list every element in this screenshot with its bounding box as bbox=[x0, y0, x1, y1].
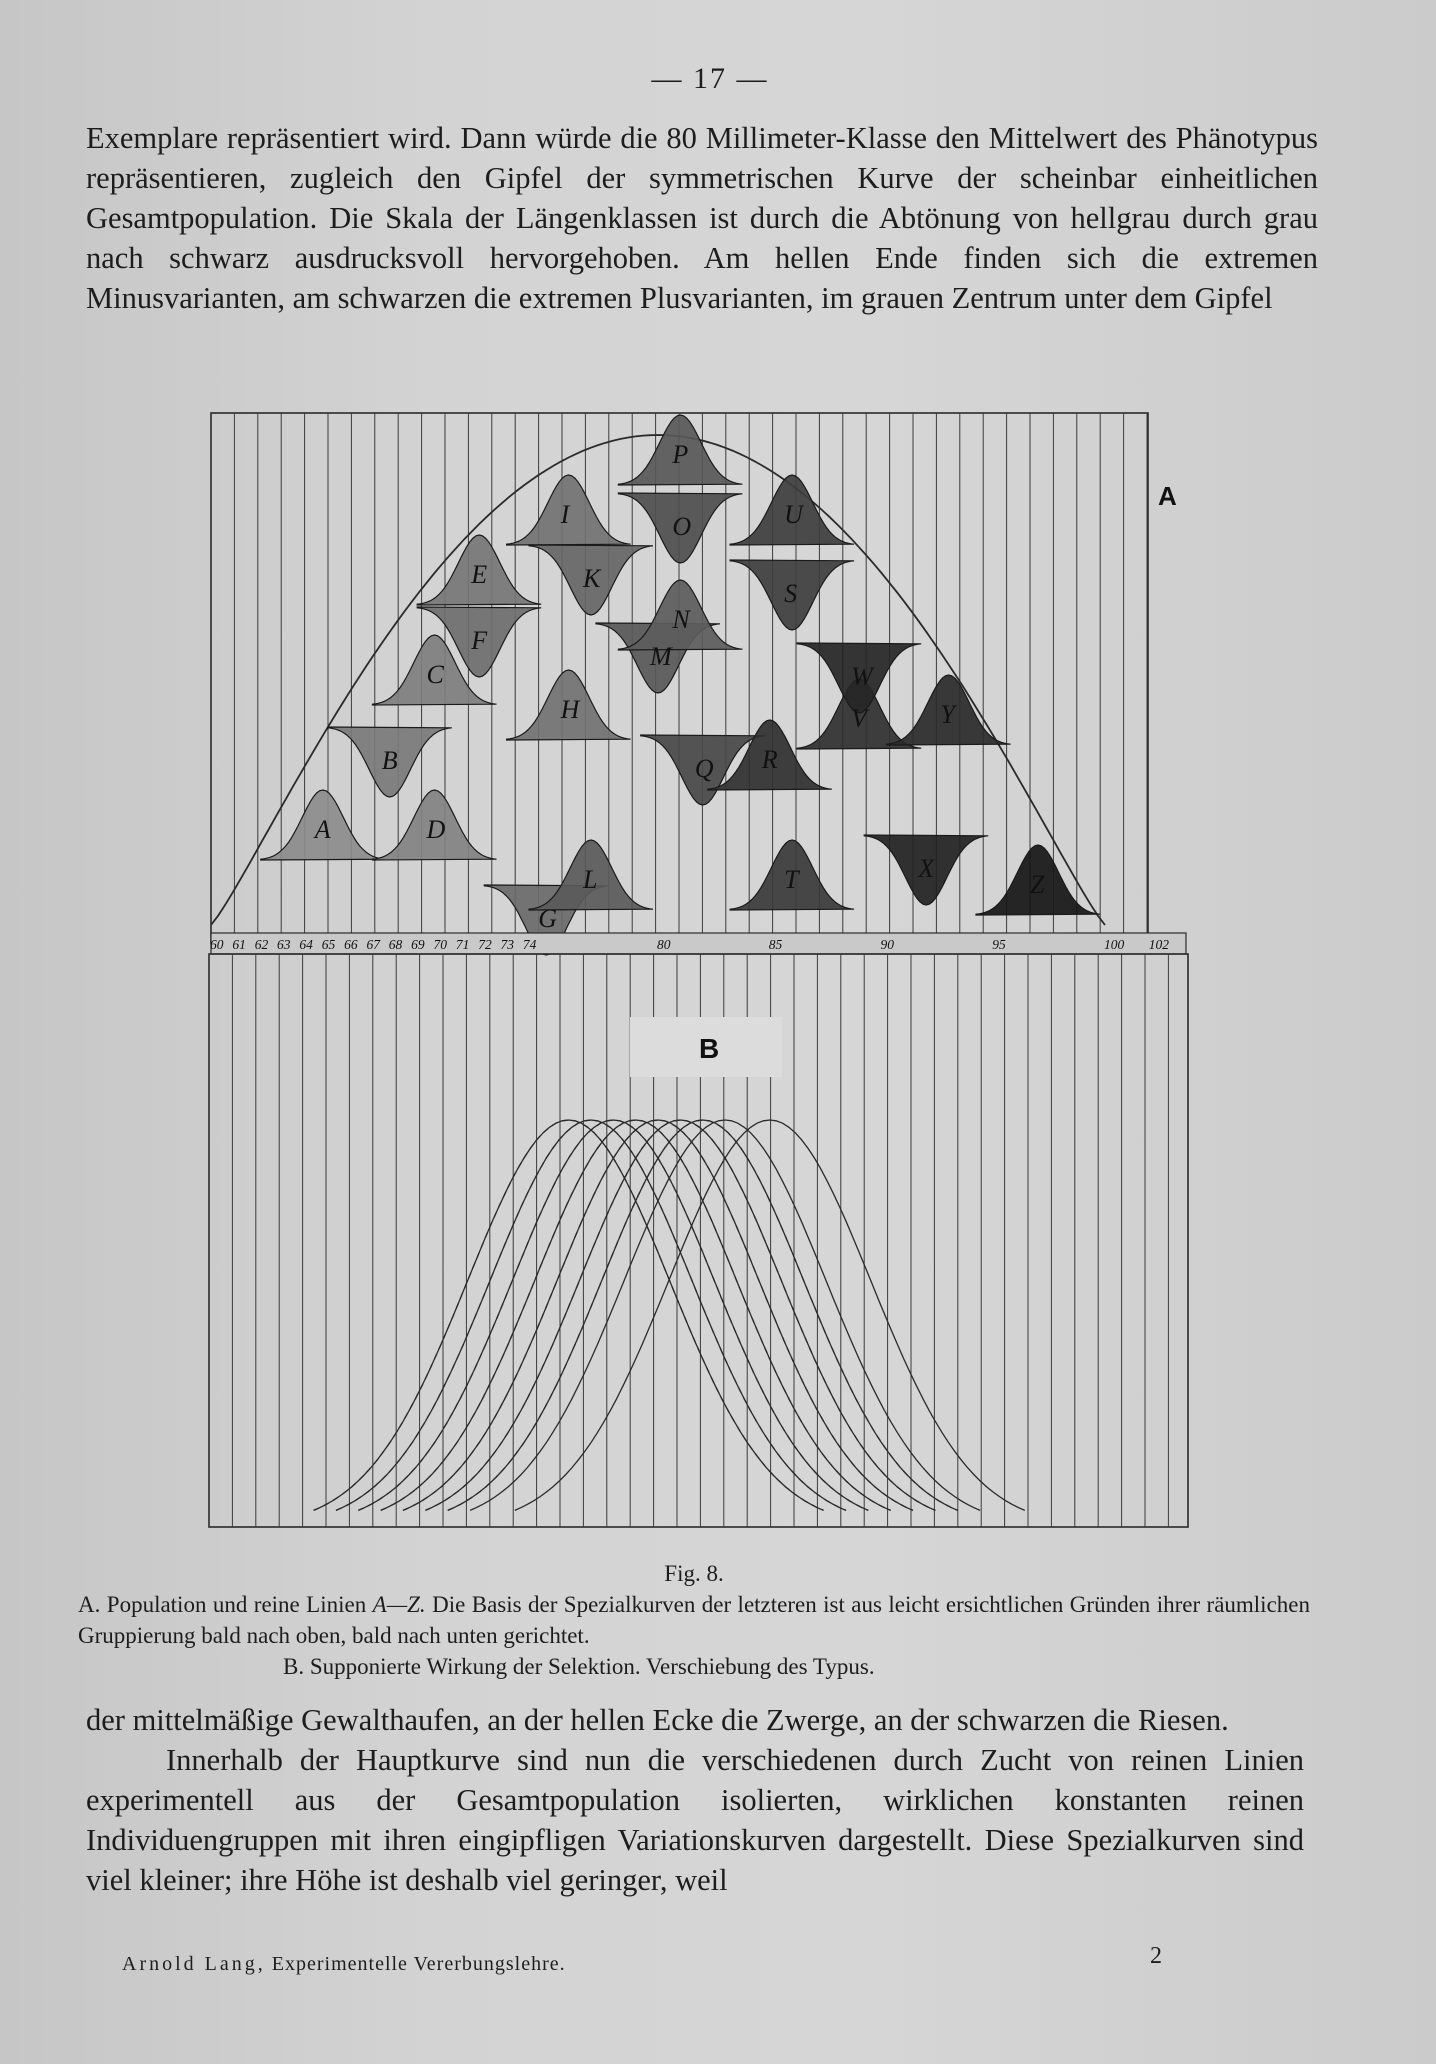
pure-line-label: U bbox=[784, 500, 803, 529]
tick-label: 102 bbox=[1148, 937, 1169, 952]
tick-label: 85 bbox=[768, 937, 783, 952]
pure-line-label: A bbox=[314, 815, 331, 844]
tick-label: 63 bbox=[277, 937, 291, 952]
tick-label: 62 bbox=[254, 937, 269, 952]
selection-curve bbox=[448, 1120, 958, 1510]
caption-a-range: A—Z. bbox=[372, 1592, 426, 1617]
tick-label: 64 bbox=[299, 937, 313, 952]
tick-label: 80 bbox=[657, 937, 671, 952]
pure-line-label: O bbox=[672, 512, 692, 541]
bottom-paragraph-2: Innerhalb der Hauptkurve sind nun die verschiedenen durch Zucht von reinen Linien experimentell aus der Gesamtpopulation isolierten, wirklichen konstanten reinen Individuengruppen mit ihren eingipfligen Variationskurven dargestellt. Diese Spezialkurven sind viel kleiner; ihre Höhe ist deshalb viel geringer, weil bbox=[86, 1743, 1304, 1897]
tick-label: 73 bbox=[500, 937, 515, 952]
pure-line-label: Z bbox=[1029, 870, 1045, 899]
pure-line-label: W bbox=[851, 662, 873, 691]
panel-b bbox=[209, 954, 1188, 1527]
selection-curve bbox=[403, 1120, 913, 1510]
pure-line-label: H bbox=[560, 695, 580, 724]
selection-curves bbox=[314, 1120, 1025, 1510]
sheet-number: 2 bbox=[1150, 1943, 1162, 1969]
pure-line-label: D bbox=[426, 815, 446, 844]
pure-line-label: I bbox=[560, 500, 570, 529]
selection-curve bbox=[448, 1120, 958, 1510]
tick-label: 67 bbox=[366, 937, 380, 952]
figure-caption bbox=[78, 1558, 1310, 1682]
bottom-paragraph-block bbox=[86, 1700, 1304, 1900]
selection-curve bbox=[425, 1120, 935, 1510]
pure-line-label: G bbox=[538, 904, 558, 933]
selection-curve bbox=[336, 1120, 846, 1510]
footer-author: Arnold Lang, bbox=[122, 1953, 266, 1975]
pure-line-label: N bbox=[672, 605, 690, 634]
top-paragraph: Exemplare repräsentiert wird. Dann würde die 80 Millimeter-Klasse den Mittelwert des Phänotypus repräsentieren, zugleich den Gipfel der symmetrischen Kurve der scheinbar einheitlichen Gesamtpopulation. Die Skala der Längenklassen ist durch die Abtönung von hellgrau durch grau nach schwarz ausdrucksvoll hervorgehoben. Am hellen Ende finden sich die extremen Minusvarianten, am schwarzen die extremen Plusvarianten, im grauen Zentrum unter dem Gipfel bbox=[86, 121, 1318, 315]
figure-8 bbox=[200, 405, 1200, 1545]
selection-curve bbox=[515, 1120, 1025, 1510]
selection-curve bbox=[358, 1120, 868, 1510]
selection-curve bbox=[470, 1120, 980, 1510]
selection-curve bbox=[403, 1120, 913, 1510]
caption-line-a bbox=[78, 1589, 1310, 1651]
tick-label: 61 bbox=[232, 937, 246, 952]
pure-line-label: F bbox=[471, 626, 488, 655]
caption-line-b: B. Supponierte Wirkung der Selektion. Verschiebung des Typus. bbox=[283, 1654, 875, 1679]
pure-line-label: R bbox=[761, 745, 778, 774]
page-number: — 17 — bbox=[651, 62, 769, 95]
selection-curve bbox=[381, 1120, 891, 1510]
pure-line-label: X bbox=[918, 854, 935, 883]
tick-label: 100 bbox=[1104, 937, 1125, 952]
pure-line-curves bbox=[261, 415, 1100, 955]
selection-curve bbox=[381, 1120, 891, 1510]
selection-curve bbox=[425, 1120, 935, 1510]
top-paragraph-block bbox=[86, 118, 1318, 318]
pure-line-label: P bbox=[672, 440, 689, 469]
page-footer bbox=[122, 1953, 566, 1976]
pure-line-label: S bbox=[784, 579, 798, 608]
tick-label: 90 bbox=[880, 937, 894, 952]
selection-curve bbox=[358, 1120, 868, 1510]
pure-line-label: E bbox=[471, 560, 488, 589]
tick-label: 72 bbox=[478, 937, 492, 952]
footer-title: Experimentelle Vererbungslehre. bbox=[271, 1953, 566, 1975]
pure-line-label: L bbox=[582, 865, 598, 894]
tick-label: 74 bbox=[522, 937, 537, 952]
selection-curve bbox=[336, 1120, 846, 1510]
bottom-paragraph-1: der mittelmäßige Gewalthaufen, an der hellen Ecke die Zwerge, an der schwarzen die Riesen. bbox=[86, 1703, 1229, 1737]
tick-label: 69 bbox=[411, 937, 425, 952]
figure-label: Fig. 8. bbox=[664, 1561, 724, 1586]
tick-label: 65 bbox=[321, 937, 336, 952]
pure-line-label: K bbox=[582, 564, 601, 593]
pure-line-label: V bbox=[851, 704, 868, 733]
panel-a-label: A bbox=[1158, 481, 1177, 511]
pure-line-label: Y bbox=[940, 700, 956, 729]
caption-a-prefix: A. Population und reine Linien bbox=[78, 1592, 367, 1617]
length-class-axis bbox=[210, 933, 1186, 954]
pure-line-label: M bbox=[650, 642, 672, 671]
pure-line-label: Q bbox=[694, 754, 714, 783]
tick-label: 95 bbox=[992, 937, 1006, 952]
tick-label: 71 bbox=[455, 937, 470, 952]
pure-line-label: T bbox=[784, 865, 799, 894]
panel-b-label: B bbox=[699, 1033, 720, 1064]
pure-line-label: B bbox=[381, 746, 398, 775]
tick-label: 70 bbox=[433, 937, 447, 952]
pure-line-label: C bbox=[426, 660, 444, 689]
tick-label: 68 bbox=[388, 937, 403, 952]
panel-a bbox=[211, 413, 1177, 955]
tick-label: 66 bbox=[344, 937, 358, 952]
caption-a-rest: Die Basis der Spezialkurven der letzteren ist aus leicht ersichtlichen Gründen ihrer räumlichen Gruppierung bald nach oben, bald nach unten gerichtet. bbox=[78, 1592, 1310, 1648]
tick-label: 60 bbox=[210, 937, 224, 952]
